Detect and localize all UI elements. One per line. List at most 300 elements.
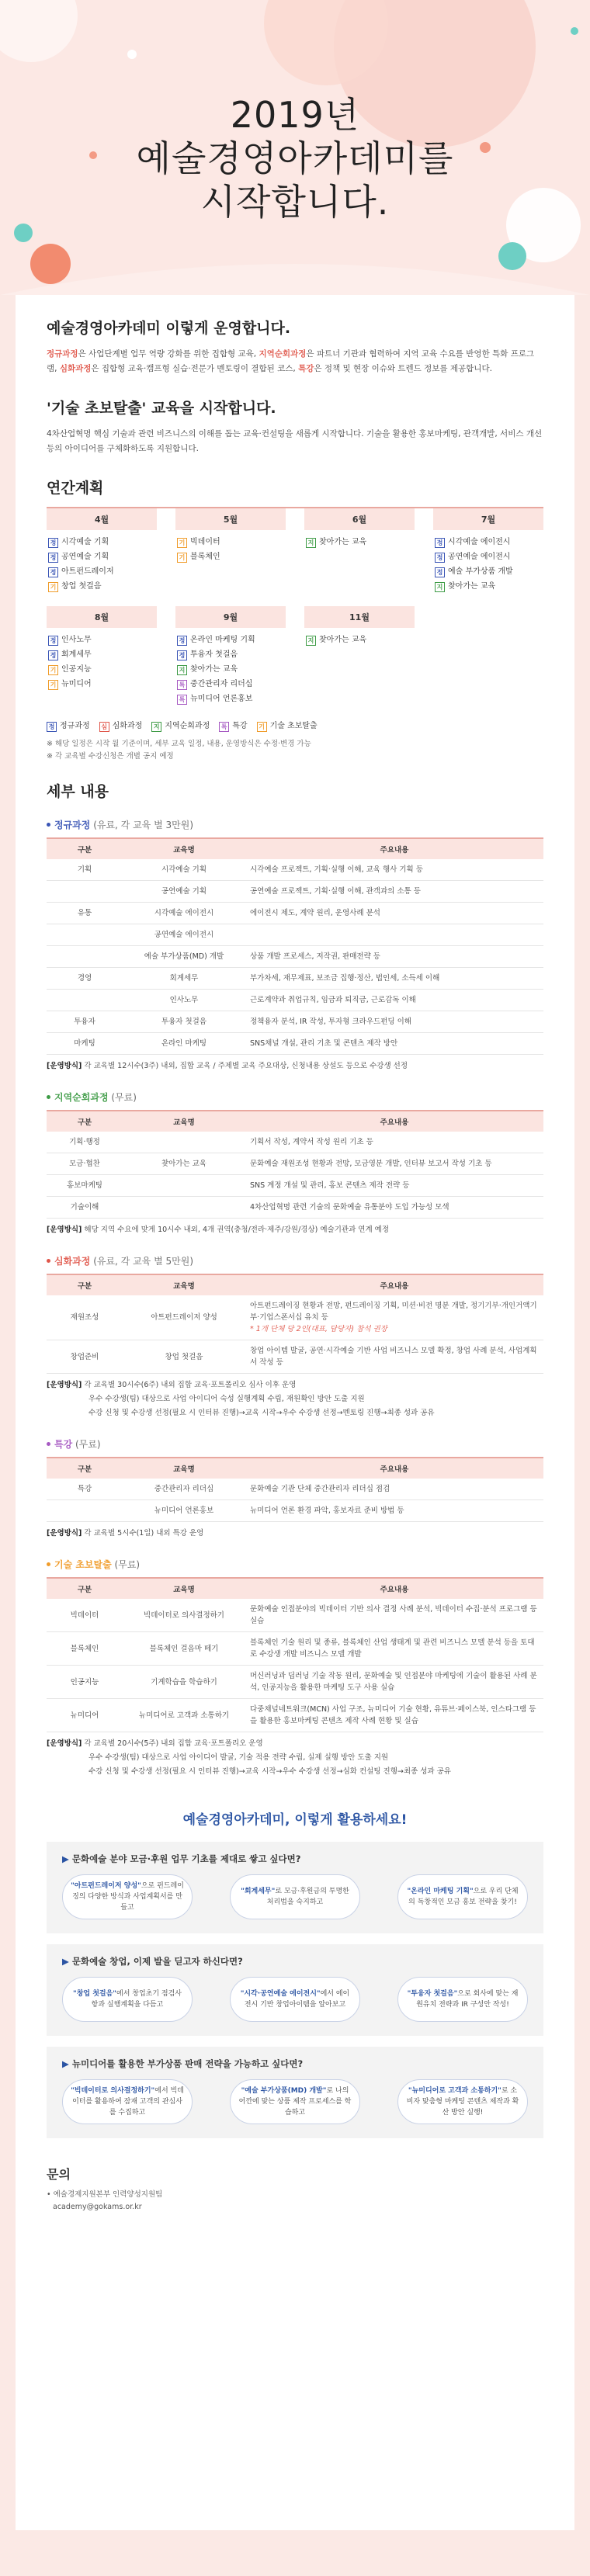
schedule-row-2 — [47, 606, 543, 706]
schedule-item-label: 인공지능 — [61, 665, 92, 674]
table-cell-text: 찾아가는 교육 — [161, 1160, 207, 1168]
content-panel — [16, 295, 574, 2530]
course-type-badge-icon: 정 — [177, 636, 187, 646]
schedule-title: 연간계획 — [47, 480, 104, 497]
table-cell-text: 예술 부가상품(MD) 개발 — [144, 952, 224, 961]
schedule-item-label: 찾아가는 교육 — [319, 636, 367, 644]
table-special-note — [47, 1527, 543, 1541]
bullet-dot-icon — [47, 1095, 50, 1099]
table-cell-text: 창업 아이템 발굴, 공연·시각예술 기반 사업 비즈니스 모델 확정, 창업 사례 분석, 사업계획서 작성 등 — [250, 1347, 537, 1367]
course-type-badge-icon: 심 — [99, 722, 109, 732]
schedule-item[interactable] — [48, 579, 155, 594]
contact-email[interactable]: academy@gokams.or.kr — [53, 2203, 142, 2211]
arrow-right-icon: ▶ — [62, 1956, 69, 1967]
table-cell — [245, 1295, 543, 1340]
table-cell-text: 뉴미디어로 고객과 소통하기 — [138, 1711, 230, 1720]
table-header-cell: 주요내용 — [245, 1111, 543, 1132]
bullet-dot-icon — [47, 823, 50, 827]
table-cell-text: 인공지능 — [70, 1677, 99, 1687]
schedule-item-label: 시각예술 에이전시 — [448, 538, 511, 546]
note-label: [운영방식] — [47, 1529, 82, 1538]
table-cell — [47, 1295, 123, 1340]
table-cell — [245, 1699, 543, 1732]
table-row — [47, 1699, 543, 1732]
table-cell — [47, 1175, 123, 1197]
table-cell-text: 인사노무 — [169, 996, 199, 1004]
note-label: [운영방식] — [47, 1739, 82, 1748]
course-highlight: "투융자 첫걸음" — [407, 1990, 458, 1998]
table-cell-text: 기획 — [77, 865, 92, 874]
hero-title-line3: 시작합니다. — [200, 181, 390, 223]
table-cell — [123, 903, 245, 924]
schedule-item-label: 뉴미디어 — [61, 680, 92, 688]
use-case-question — [62, 1853, 528, 1865]
table-cell-text: 창업 첫걸음 — [165, 1352, 203, 1361]
schedule-item-label: 온라인 마케팅 기획 — [190, 636, 255, 644]
table-cell-text: 특강 — [77, 1485, 92, 1493]
section-name: 지역순회과정 — [54, 1092, 109, 1103]
table-cell-text: 중간관리자 리더십 — [154, 1485, 214, 1493]
detail-title: 세부 내용 — [47, 783, 109, 800]
hero-title-line1: 2019년 — [230, 94, 360, 136]
section-regional-title — [47, 1090, 543, 1104]
use-case-cards — [62, 1977, 528, 2022]
use-case-cards — [62, 2079, 528, 2124]
course-type-badge-icon: 정 — [435, 538, 445, 548]
table-cell-text: 머신러닝과 딥러닝 기술 작동 원리, 문화예술 및 인접분야 마케팅에 기술이 활용된 사례 분석, 인공지능을 활용한 마케팅 도구 사용 실습 — [250, 1672, 537, 1692]
use-case-box — [47, 1944, 543, 2036]
use-case-card-text — [71, 1881, 184, 1913]
schedule-item[interactable] — [177, 535, 284, 550]
section-cost: (무료) — [111, 1559, 141, 1570]
use-case-cards — [62, 1874, 528, 1919]
section-cost: (무료) — [108, 1092, 137, 1103]
section-cost: (유료, 각 교육 별 5만원) — [90, 1256, 193, 1267]
schedule-item[interactable] — [48, 633, 155, 647]
table-cell-text: 기획·행정 — [69, 1138, 100, 1146]
note-line: 우수 수강생(팀) 대상으로 사업 아이디어 숙성 실행계획 수립, 재원확인 방안 도출 지원 — [88, 1395, 365, 1403]
use-case-card-text — [406, 1988, 519, 2010]
month-header: 6월 — [304, 508, 415, 530]
course-type-badge-icon: 정 — [48, 650, 58, 660]
schedule-item-label: 블록체인 — [190, 553, 220, 561]
course-highlight: "시각·공연예술 에이전시" — [240, 1990, 321, 1998]
table-cell-text: 문화예술 재원조성 현황과 전망, 모금영분 개발, 인터뷰 보고서 작성 기초 등 — [250, 1160, 492, 1168]
table-tech — [47, 1577, 543, 1732]
table-cell — [123, 1011, 245, 1033]
use-case-card-text — [71, 1988, 184, 2010]
table-header-cell: 구분 — [47, 838, 123, 859]
table-row — [47, 1666, 543, 1699]
table-row — [47, 1500, 543, 1522]
beginner-title: '기술 초보탈출' 교육을 시작합니다. — [47, 400, 276, 417]
course-type-badge-icon: 특 — [177, 680, 187, 690]
table-header-cell: 구분 — [47, 1111, 123, 1132]
table-row — [47, 1153, 543, 1175]
table-cell — [123, 1699, 245, 1732]
course-description: 에서 창업초기 점검사항과 실행계획을 다듬고 — [91, 1990, 182, 2009]
course-highlight: "창업 첫걸음" — [73, 1990, 116, 1998]
table-header-cell: 교육명 — [123, 1274, 245, 1295]
table-cell-text: 투융자 — [74, 1018, 95, 1026]
month-items — [175, 530, 286, 564]
schedule-item[interactable] — [48, 677, 155, 692]
arrow-right-icon: ▶ — [62, 2058, 69, 2069]
use-case-card[interactable] — [397, 1874, 528, 1919]
schedule-item[interactable] — [177, 647, 284, 662]
course-type-badge-icon: 정 — [435, 553, 445, 563]
table-cell — [245, 1011, 543, 1033]
course-description: 로 나의 어깐에 맞는 상품 제작 프로세스를 학습하고 — [238, 2087, 352, 2117]
month-column — [47, 508, 157, 594]
table-cell-text: 모금·협찬 — [69, 1160, 100, 1168]
month-items — [47, 628, 157, 692]
course-type-badge-icon: 정 — [177, 650, 187, 660]
note-line: 수강 신청 및 수강생 선정(필요 시 인터뷰 진행)→교육 시작→우수 수강생 선정→심화 컨설팅 진행→최종 성과 공유 — [88, 1767, 451, 1776]
month-header: 4월 — [47, 508, 157, 530]
use-case-box — [47, 1842, 543, 1933]
bullet-dot-icon — [47, 1562, 50, 1566]
table-row — [47, 903, 543, 924]
table-row — [47, 946, 543, 968]
table-cell-text: 공연예술 기획 — [161, 887, 207, 896]
schedule-item[interactable] — [48, 564, 155, 579]
schedule-item-label: 예술 부가상품 개발 — [448, 567, 513, 576]
table-cell-text: 아트펀드레이저 양성 — [151, 1313, 217, 1322]
use-case-card[interactable] — [62, 2079, 193, 2124]
use-case-card[interactable] — [230, 1977, 360, 2022]
section-cost: (유료, 각 교육 별 3만원) — [90, 820, 193, 830]
table-row — [47, 924, 543, 946]
table-cell — [245, 1666, 543, 1699]
section-cost: (무료) — [72, 1439, 101, 1450]
table-cell-text: 부가차세, 재무제표, 보조금 집행·정산, 법인세, 소득세 이해 — [250, 974, 440, 983]
schedule-item-label: 아트펀드레이저 — [61, 567, 114, 576]
schedule-grid — [47, 507, 543, 706]
schedule-item-label: 찾아가는 교육 — [190, 665, 238, 674]
table-row — [47, 1340, 543, 1374]
table-advanced-note — [47, 1378, 543, 1420]
table-cell — [123, 968, 245, 990]
month-column-empty — [433, 606, 543, 706]
use-case-card-text — [71, 2085, 184, 2118]
use-case-card[interactable] — [230, 2079, 360, 2124]
use-case-question — [62, 2058, 528, 2070]
month-column — [175, 606, 286, 706]
table-cell-text: 에이전시 제도, 계약 원리, 운영사례 분석 — [250, 909, 380, 917]
schedule-item[interactable] — [306, 535, 413, 550]
hero-banner — [0, 0, 590, 295]
schedule-item-label: 인사노무 — [61, 636, 92, 644]
month-header: 8월 — [47, 606, 157, 628]
schedule-item-label: 뉴미디어 언론홍보 — [190, 695, 253, 703]
note-line: 수강 신청 및 수강생 선정(필요 시 인터뷰 진행)→교육 시작→우수 수강생 선정→멘토링 진행→최종 성과 공유 — [88, 1409, 435, 1417]
course-type-badge-icon: 특 — [219, 722, 229, 732]
course-highlight: "회계세무" — [241, 1888, 276, 1895]
course-type-badge-icon: 지 — [306, 636, 316, 646]
table-cell-text: 기계학습을 학습하기 — [151, 1677, 217, 1687]
note-text: 각 교육별 30시수(6주) 내외 집합 교육·포트폴리오 심사 이후 운영 — [82, 1381, 297, 1389]
use-case-card[interactable] — [62, 1874, 193, 1919]
course-description: 에서 빅데이터를 활용하여 잠재 고객의 관심사를 수집하고 — [72, 2087, 184, 2117]
course-type-badge-icon: 기 — [177, 553, 187, 563]
table-cell — [47, 859, 123, 881]
table-row — [47, 968, 543, 990]
table-header-cell: 교육명 — [123, 838, 245, 859]
schedule-item-label: 공연예술 에이전시 — [448, 553, 511, 561]
use-case-question-text: 뉴미디어를 활용한 부가상품 판매 전략을 가능하고 싶다면? — [71, 2058, 304, 2069]
course-type-badge-icon: 정 — [435, 567, 445, 577]
table-cell-subnote: * 1개 단체 당 2인(대표, 담당자) 참석 권장 — [250, 1325, 387, 1333]
table-cell — [123, 1500, 245, 1522]
arrow-right-icon: ▶ — [62, 1853, 69, 1864]
schedule-note-1: ※ 해당 일정은 시작 월 기준이며, 세부 교육 일정, 내용, 운영방식은 수정·변경 가능 — [47, 740, 311, 748]
schedule-item-label: 공연예술 기획 — [61, 553, 109, 561]
table-cell-text: 투융자 첫걸음 — [161, 1018, 207, 1026]
table-cell — [47, 1340, 123, 1374]
table-cell — [47, 968, 123, 990]
note-line: 우수 수강생(팀) 대상으로 사업 아이디어 발굴, 기술 적용 전략 수립, 실제 실행 방안 도출 지원 — [88, 1753, 389, 1762]
table-cell — [245, 859, 543, 881]
section-name: 기술 초보탈출 — [54, 1559, 112, 1570]
table-cell-text: 기획서 작성, 계약서 작성 원리 기초 등 — [250, 1138, 373, 1146]
table-cell — [245, 903, 543, 924]
course-description: 으로 회사에 맞는 재원유치 전략과 IR 구성안 작성! — [416, 1990, 519, 2009]
use-title: 예술경영아카데미, 이렇게 활용하세요! — [182, 1812, 408, 1828]
table-cell — [123, 1197, 245, 1219]
note-text: 각 교육별 5시수(1일) 내외 특강 운영 — [82, 1529, 204, 1538]
table-cell-text: 창업준비 — [70, 1352, 99, 1361]
table-cell-text: 빅데이터로 의사결정하기 — [144, 1610, 224, 1620]
use-case-card[interactable] — [62, 1977, 193, 2022]
schedule-item[interactable] — [435, 564, 542, 579]
course-highlight: "예술 부가상품(MD) 개발" — [241, 2087, 327, 2095]
table-cell-text: 상품 개발 프로세스, 저작권, 판매전략 등 — [250, 952, 380, 961]
use-case-card-text — [238, 1988, 352, 2010]
table-row — [47, 1033, 543, 1055]
month-items — [47, 530, 157, 594]
schedule-item[interactable] — [177, 692, 284, 706]
course-description: 로 소비자 맞춤형 마케팅 콘텐츠 제작과 확산 방안 실행! — [406, 2087, 519, 2117]
table-cell-text: 마케팅 — [74, 1039, 95, 1048]
table-cell — [123, 1632, 245, 1666]
table-cell — [123, 1599, 245, 1632]
note-label: [운영방식] — [47, 1381, 82, 1389]
schedule-item-label: 투융자 첫걸음 — [190, 650, 238, 659]
schedule-item[interactable] — [306, 633, 413, 647]
course-type-badge-icon: 기 — [48, 665, 58, 675]
table-cell — [245, 1599, 543, 1632]
table-cell — [47, 946, 123, 968]
legend-label: 특강 — [232, 722, 248, 730]
note-label: [운영방식] — [47, 1062, 82, 1070]
month-items — [433, 530, 543, 594]
month-header: 11월 — [304, 606, 415, 628]
table-regular-note — [47, 1059, 543, 1073]
course-description: 로 모금·후원금의 투명한 처리법을 숙지하고 — [266, 1888, 349, 1906]
month-header: 9월 — [175, 606, 286, 628]
table-tech-note — [47, 1737, 543, 1779]
note-text: 해당 지역 수요에 맞게 10시수 내외, 4개 권역(충청/전라·제주/강원/경상) 예술기관과 연계 예정 — [82, 1226, 390, 1234]
table-cell — [245, 1632, 543, 1666]
table-cell-text: 공연예술 에이전시 — [154, 931, 214, 939]
table-cell — [245, 1479, 543, 1500]
month-items — [175, 628, 286, 706]
table-regular — [47, 837, 543, 1055]
section-advanced-title — [47, 1254, 543, 1267]
table-cell-text: SNS 계정 개설 및 관리, 홍보 콘텐츠 제작 전략 등 — [250, 1181, 410, 1190]
table-cell — [47, 1599, 123, 1632]
month-header: 7월 — [433, 508, 543, 530]
table-row — [47, 1599, 543, 1632]
table-cell-text: 근로계약과 취업규칙, 임금과 퇴직금, 근로감독 이해 — [250, 996, 416, 1004]
table-cell-text: 공연예술 프로젝트, 기획·실행 이해, 관객과의 소통 등 — [250, 887, 421, 896]
table-cell-text: 빅데이터 — [70, 1610, 99, 1620]
table-cell-text: 정책융자 분석, IR 작성, 투자형 크라우드펀딩 이해 — [250, 1018, 411, 1026]
month-column — [304, 606, 415, 706]
table-row — [47, 1132, 543, 1153]
table-cell — [47, 1132, 123, 1153]
table-header-cell: 주요내용 — [245, 1458, 543, 1479]
table-cell-text: 문화예술 기관 단체 중간관리자 리더십 점검 — [250, 1485, 390, 1493]
schedule-item[interactable] — [177, 633, 284, 647]
use-case-card-text — [406, 2085, 519, 2118]
table-cell-text: 블록체인 기술 원리 및 종류, 블록체인 산업 생태계 및 관련 비즈니스 모델 분석 등을 토대로 수강생 개발 비즈니스 모델 개발 — [250, 1638, 535, 1659]
table-header-cell: 구분 — [47, 1578, 123, 1599]
table-cell — [245, 1033, 543, 1055]
table-header-cell: 교육명 — [123, 1111, 245, 1132]
table-cell — [47, 1632, 123, 1666]
course-type-badge-icon: 정 — [48, 567, 58, 577]
month-column — [433, 508, 543, 594]
legend-item — [47, 722, 90, 730]
table-cell — [245, 968, 543, 990]
schedule-legend — [47, 719, 543, 732]
use-case-question — [62, 1955, 528, 1968]
intro-title: 예술경영아카데미 이렇게 운영합니다. — [47, 320, 291, 337]
bullet-dot-icon — [47, 1442, 50, 1446]
table-cell — [123, 990, 245, 1011]
use-case-card-text — [406, 1886, 519, 1908]
table-cell — [245, 881, 543, 903]
table-cell — [123, 859, 245, 881]
schedule-note-2: ※ 각 교육별 수강신청은 개별 공지 예정 — [47, 752, 174, 761]
legend-label: 기술 초보탈출 — [269, 722, 318, 730]
table-header-cell: 교육명 — [123, 1458, 245, 1479]
schedule-item[interactable] — [435, 535, 542, 550]
table-row — [47, 990, 543, 1011]
hero-title — [0, 93, 590, 224]
table-header-cell: 주요내용 — [245, 838, 543, 859]
note-label: [운영방식] — [47, 1226, 82, 1234]
course-type-badge-icon: 지 — [151, 722, 161, 732]
table-cell — [47, 1011, 123, 1033]
table-cell-text: 뉴미디어 — [70, 1711, 99, 1720]
course-type-badge-icon: 정 — [48, 636, 58, 646]
table-row — [47, 1011, 543, 1033]
table-cell — [245, 1132, 543, 1153]
table-row — [47, 1479, 543, 1500]
table-cell-text: 뉴미디어 언론홍보 — [154, 1506, 214, 1515]
schedule-item[interactable] — [48, 535, 155, 550]
table-cell — [47, 1699, 123, 1732]
table-cell-text: 재원조성 — [70, 1313, 99, 1322]
schedule-item[interactable] — [48, 647, 155, 662]
schedule-item[interactable] — [435, 579, 542, 594]
legend-label: 정규과정 — [60, 722, 90, 730]
schedule-item[interactable] — [177, 550, 284, 564]
table-cell — [245, 1153, 543, 1175]
schedule-item[interactable] — [177, 662, 284, 677]
month-column — [175, 508, 286, 594]
course-highlight: "온라인 마케팅 기획" — [407, 1888, 474, 1895]
use-case-card[interactable] — [397, 1977, 528, 2022]
table-cell-text: 문화예술 인접분야의 빅데이터 기반 의사 결정 사례 분석, 빅데이터 수집·분석 프로그램 등 실습 — [250, 1605, 537, 1625]
table-cell-text: 시각예술 기획 — [161, 865, 207, 874]
table-cell-text: 시각예술 프로젝트, 기획·실행 이해, 교육 행사 기획 등 — [250, 865, 423, 874]
table-row — [47, 1197, 543, 1219]
table-cell — [123, 881, 245, 903]
table-cell-text: 블록체인 — [70, 1644, 99, 1653]
table-cell — [47, 1153, 123, 1175]
table-cell — [123, 946, 245, 968]
bullet-dot-icon — [47, 1259, 50, 1263]
table-row — [47, 1175, 543, 1197]
use-case-question-text: 문화예술 창업, 이제 발을 딛고자 하신다면? — [71, 1956, 243, 1967]
table-cell — [245, 1197, 543, 1219]
schedule-item[interactable] — [435, 550, 542, 564]
hero-title-line2: 예술경영아카데미를 — [136, 137, 454, 179]
legend-item — [219, 722, 247, 730]
beginner-text: 4차산업혁명 핵심 기술과 관련 비즈니스의 이해를 돕는 교육·컨설팅을 새롭게 시작합니다. 기술을 활용한 홍보마케팅, 관객개발, 서비스 개선 등의 아이디어를 구체화하도록 지원합니다. — [47, 429, 543, 453]
table-cell-text: 다중채널네트워크(MCN) 사업 구조, 뉴미디어 기술 현황, 유튜브·페이스북, 인스타그램 등을 활용한 홍보마케팅 콘텐츠 제작 사례 현황 및 실습 — [250, 1705, 536, 1725]
course-type-badge-icon: 정 — [48, 538, 58, 548]
section-name: 특강 — [54, 1439, 73, 1450]
table-cell — [47, 903, 123, 924]
schedule-item-label: 찾아가는 교육 — [448, 582, 496, 591]
table-cell — [123, 1132, 245, 1153]
table-cell — [47, 1033, 123, 1055]
use-case-card[interactable] — [397, 2079, 528, 2124]
course-highlight: "아트펀드레이저 양성" — [71, 1882, 141, 1890]
schedule-item[interactable] — [48, 662, 155, 677]
month-column — [47, 606, 157, 706]
use-case-card[interactable] — [230, 1874, 360, 1919]
table-header-cell: 주요내용 — [245, 1578, 543, 1599]
table-cell — [123, 1340, 245, 1374]
schedule-row-1 — [47, 508, 543, 594]
table-cell-text: SNS채널 개설, 관리 기초 및 콘텐츠 제작 방안 — [250, 1039, 398, 1048]
intro-text: 정규과정은 사업단계별 업무 역량 강화를 위한 집합형 교육, 지역순회과정은 파트너 기관과 협력하여 지역 교육 수요를 반영한 특화 프로그램, 심화과정은 집합형 교육·캠프형 실습·전문가 멘토링이 결합된 코스, 특강은 정책 및 현장 이슈와 트렌드 정보를 제공합니다. — [47, 349, 535, 373]
table-regional — [47, 1110, 543, 1219]
legend-label: 심화과정 — [112, 722, 143, 730]
schedule-item-label: 회계세무 — [61, 650, 92, 659]
schedule-item[interactable] — [177, 677, 284, 692]
course-highlight: "뉴미디어로 고객과 소통하기" — [408, 2087, 502, 2095]
course-type-badge-icon: 지 — [177, 665, 187, 675]
course-description: 으로 우리 단체의 독창적인 모금 홍보 전략을 찾기! — [408, 1888, 519, 1906]
course-type-badge-icon: 기 — [257, 722, 267, 732]
use-case-card-text — [238, 1886, 352, 1908]
course-type-badge-icon: 지 — [435, 582, 445, 592]
use-case-card-text — [238, 2085, 352, 2118]
table-cell-text: 블록체인 걸음마 떼기 — [149, 1644, 219, 1653]
table-cell — [123, 1295, 245, 1340]
table-cell — [123, 924, 245, 946]
schedule-item[interactable] — [48, 550, 155, 564]
table-cell — [47, 881, 123, 903]
table-row — [47, 881, 543, 903]
